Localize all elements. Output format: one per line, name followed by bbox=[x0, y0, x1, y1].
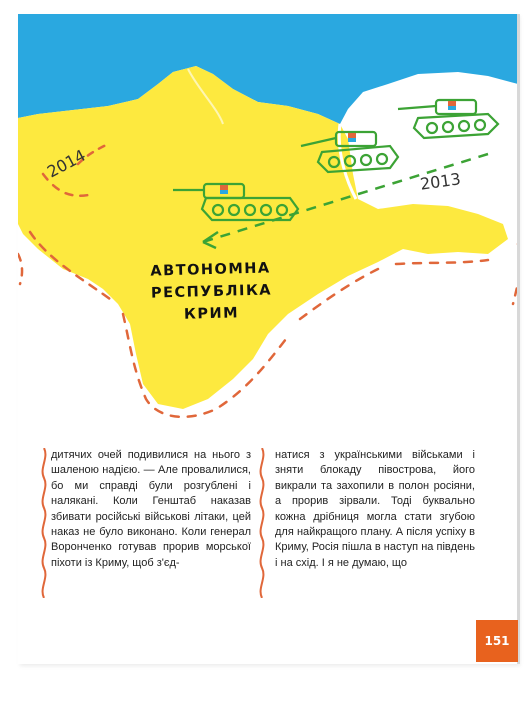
right-paragraph: натися з українськими військами і зняти блокаду півострова, його викрали та захопили в полон росіяни, а прорив зірвали. Тоді буквально кожна дрібниця могла стати згубою для найкращого плану. А після успіху в Криму, Росія пішла в наступ на південь і на схід. І я не думаю, що bbox=[275, 449, 475, 569]
region-label-line-1: АВТОНОМНА bbox=[150, 260, 271, 280]
text-column-right bbox=[275, 448, 475, 571]
right-squiggle-decoration bbox=[257, 448, 267, 598]
tank-3 bbox=[398, 100, 498, 138]
year-2014-label: 2014 bbox=[43, 145, 89, 182]
text-column-left bbox=[51, 448, 251, 571]
region-label-line-2: РЕСПУБЛІКА bbox=[150, 282, 273, 302]
year-2013-label: 2013 bbox=[418, 169, 462, 194]
page-number: 151 bbox=[476, 620, 518, 662]
region-label-line-3: КРИМ bbox=[183, 305, 240, 323]
region-label bbox=[150, 257, 272, 326]
crimea-map-illustration bbox=[18, 14, 518, 434]
left-squiggle-decoration bbox=[39, 448, 49, 598]
left-paragraph: дитячих очей подивилися на нього з шаленою надією. — Але провалилися, бо ми справді були розгублені і налякані. Коли Генштаб наказав збивати російські військові літаки, цей наказ не було виконано. Коли генерал Воронченко готував прорив морської піхоти із Криму, щоб з'єд- bbox=[51, 449, 251, 569]
page-edge bbox=[517, 14, 520, 664]
